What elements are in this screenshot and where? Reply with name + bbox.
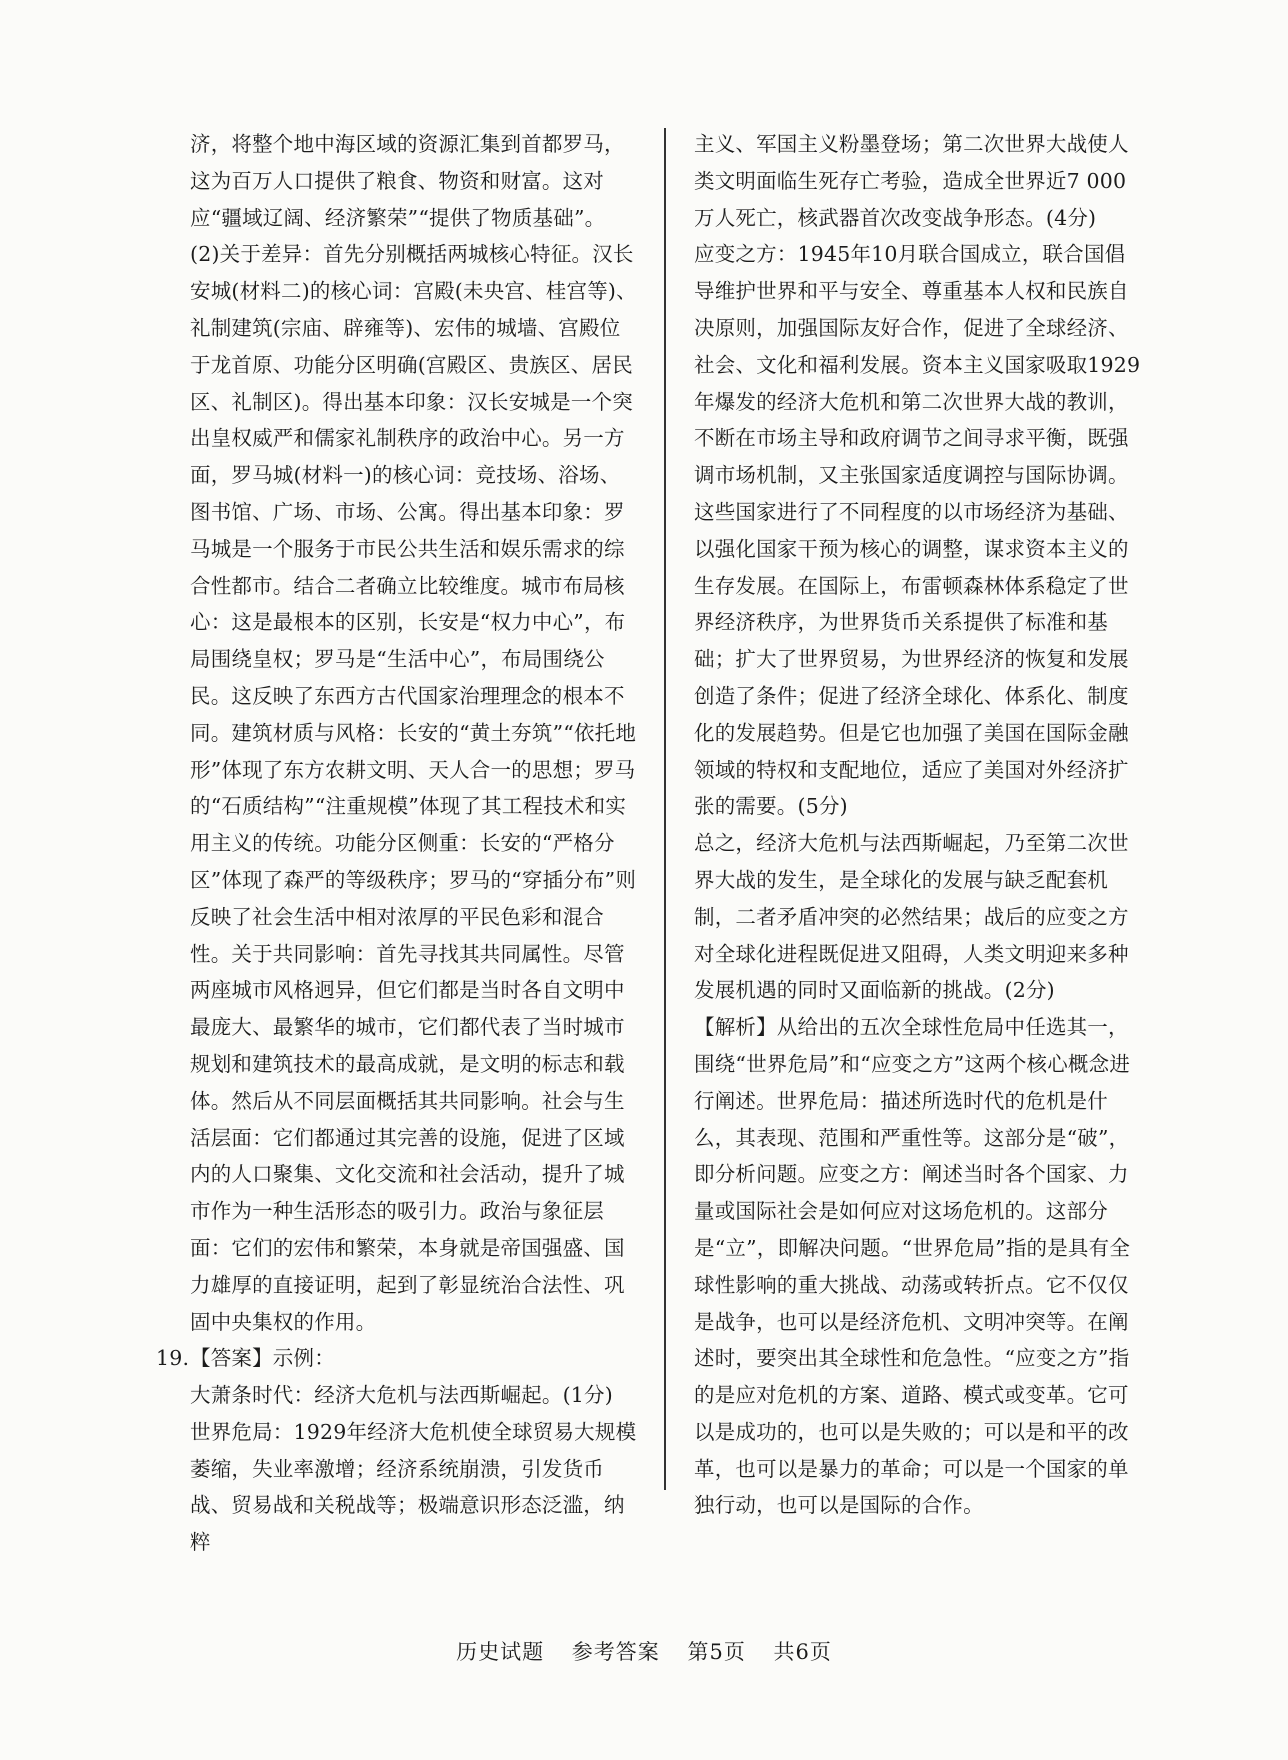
page-footer [0,1636,1288,1666]
footer-subject: 历史试题 [456,1640,545,1664]
answer-paragraph: 主义、军国主义粉墨登场；第二次世界大战使人类文明面临生死存亡考验，造成全世界近7 000万人死亡，核武器首次改变战争形态。(4分) [694,132,1129,230]
footer-label: 参考答案 [571,1640,660,1664]
answer-paragraph: 济，将整个地中海区域的资源汇集到首都罗马，这为百万人口提供了粮食、物资和财富。这对应“疆域辽阔、经济繁荣”“提供了物质基础”。 [190,132,625,230]
answer-paragraph: 世界危局：1929年经济大危机使全球贸易大规模萎缩，失业率激增；经济系统崩溃，引发货币战、贸易战和关税战等；极端意识形态泛滥，纳粹 [190,1419,637,1555]
footer-page: 第5页 [687,1640,746,1664]
answer-paragraph: (2)关于差异：首先分别概括两城核心特征。汉长安城(材料二)的核心词：宫殿(未央宫、桂宫等)、礼制建筑(宗庙、辟雍等)、宏伟的城墙、宫殿位于龙首原、功能分区明确(宫殿区、贵族区、居民区、礼制区)。得出基本印象：汉长安城是一个突出皇权威严和儒家礼制秩序的政治中心。另一方面，罗马城(材料一)的核心词：竞技场、浴场、图书馆、广场、市场、公寓。得出基本印象：罗马城是一个服务于市民公共生活和娱乐需求的综合性都市。结合二者确立比较维度。城市布局核心：这是最根本的区别，长安是“权力中心”，布局围绕皇权；罗马是“生活中心”，布局围绕公民。这反映了东西方古代国家治理理念的根本不同。建筑材质与风格：长安的“黄土夯筑”“依托地形”体现了东方农耕文明、天人合一的思想；罗马的“石质结构”“注重规模”体现了其工程技术和实用主义的传统。功能分区侧重：长安的“严格分区”体现了森严的等级秩序；罗马的“穿插分布”则反映了社会生活中相对浓厚的平民色彩和混合性。关于共同影响：首先寻找其共同属性。尽管两座城市风格迥异，但它们都是当时各自文明中最庞大、最繁华的城市，它们都代表了当时城市规划和建筑技术的最高成就，是文明的标志和载体。然后从不同层面概括其共同影响。社会与生活层面：它们都通过其完善的设施，促进了区域内的人口聚集、文化交流和社会活动，提升了城市作为一种生活形态的吸引力。政治与象征层面：它们的宏伟和繁荣，本身就是帝国强盛、国力雄厚的直接证明，起到了彰显统治合法性、巩固中央集权的作用。 [190,242,637,1334]
question-number: 19. [156,1346,190,1371]
footer-total: 共6页 [773,1640,832,1664]
answer-paragraph: 总之，经济大危机与法西斯崛起，乃至第二次世界大战的发生，是全球化的发展与缺乏配套机制，二者矛盾冲突的必然结果；战后的应变之方对全球化进程既促进又阻碍，人类文明迎来多种发展机遇的同时又面临新的挑战。(2分) [694,831,1129,1003]
left-column [156,126,640,1561]
question-19 [156,1340,640,1377]
analysis-paragraph: 【解析】从给出的五次全球性危局中任选其一，围绕“世界危局”和“应变之方”这两个核心概念进行阐述。世界危局：描述所选时代的危机是什么，其表现、范围和严重性等。这部分是“破”，即分析问题。应变之方：阐述当时各个国家、力量或国际社会是如何应对这场危机的。这部分是“立”，即解决问题。“世界危局”指的是具有全球性影响的重大挑战、动荡或转折点。它不仅仅是战争，也可以是经济危机、文明冲突等。在阐述时，要突出其全球性和危急性。“应变之方”指的是应对危机的方案、道路、模式或变革。它可以是成功的，也可以是失败的；可以是和平的改革，也可以是暴力的革命；可以是一个国家的单独行动，也可以是国际的合作。 [694,1015,1131,1518]
right-column [694,126,1144,1524]
answer-paragraph: 大萧条时代：经济大危机与法西斯崛起。(1分) [190,1383,613,1408]
answer-heading: 【答案】示例： [190,1346,335,1371]
column-divider [664,128,666,1490]
answer-paragraph: 应变之方：1945年10月联合国成立，联合国倡导维护世界和平与安全、尊重基本人权和民族自决原则，加强国际友好合作，促进了全球经济、社会、文化和福利发展。资本主义国家吸取1929年爆发的经济大危机和第二次世界大战的教训，不断在市场主导和政府调节之间寻求平衡，既强调市场机制，又主张国家适度调控与国际协调。这些国家进行了不同程度的以市场经济为基础、以强化国家干预为核心的调整，谋求资本主义的生存发展。在国际上，布雷顿森林体系稳定了世界经济秩序，为世界货币关系提供了标准和基础；扩大了世界贸易，为世界经济的恢复和发展创造了条件；促进了经济全球化、体系化、制度化的发展趋势。但是它也加强了美国在国际金融领域的特权和支配地位，适应了美国对外经济扩张的需要。(5分) [694,242,1141,819]
